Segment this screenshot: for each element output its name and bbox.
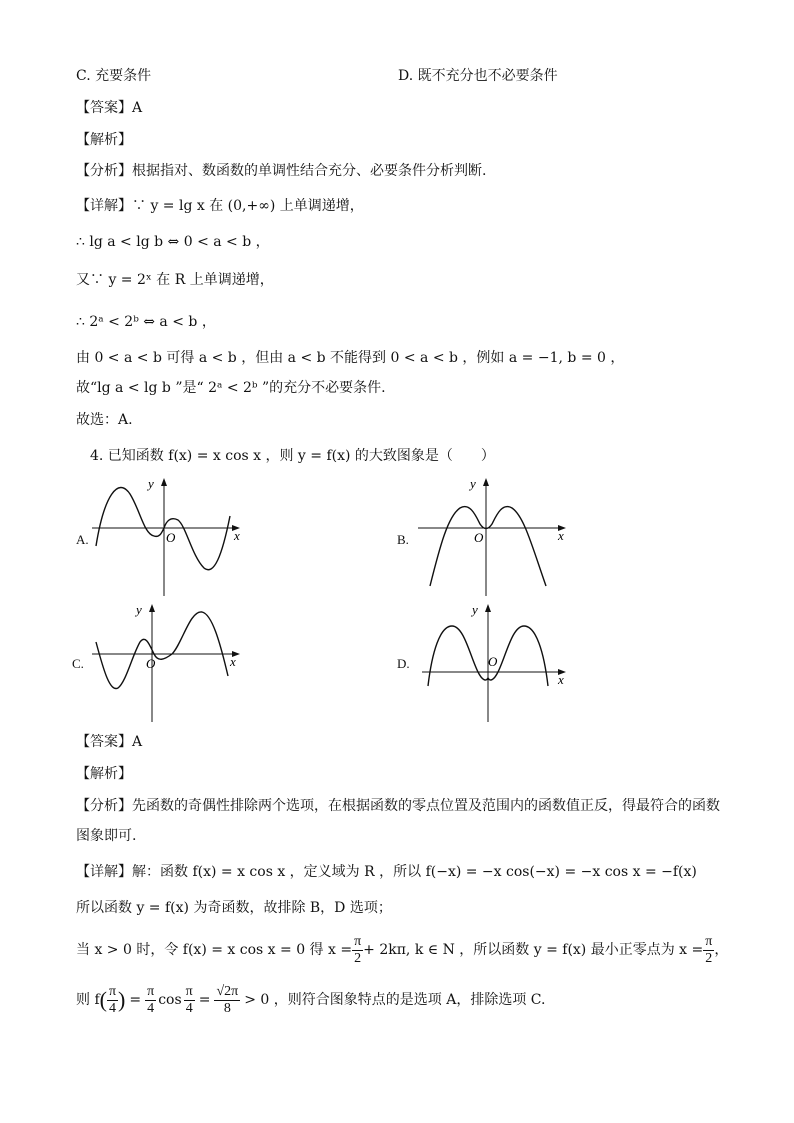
paren-close: ) <box>118 987 126 1012</box>
frac-den: 4 <box>185 1000 193 1016</box>
q4-detail-line1: 【详解】解：函数 f(x) = x cos x ，定义域为 R ，所以 f(−x) = −x cos(−x) = −x cos x = −f(x) <box>76 864 697 880</box>
q3-detail-line2: ∴ lg a < lg b ⇔ 0 < a < b ， <box>76 234 270 250</box>
q3-detail-line5: 由 0 < a < b 可得 a < b ，但由 a < b 不能得到 0 < a < b ，例如 a = −1, b = 0 ， <box>76 350 625 366</box>
q3-detail-line4: ∴ 2ᵃ < 2ᵇ ⇔ a < b ， <box>76 314 216 330</box>
q3-detail-line1 <box>76 196 364 216</box>
graph-option-d <box>414 602 574 724</box>
q4-detail-line4-c: cos <box>158 992 182 1008</box>
frac-num: π <box>185 983 193 999</box>
q3-detail-line3: 又∵ y = 2ˣ 在 R 上单调递增， <box>76 272 274 288</box>
q3-choice: 故选：A. <box>76 412 133 428</box>
q4-detail-line4-d: = <box>198 992 211 1008</box>
frac-den: 2 <box>705 950 713 966</box>
q4-detail-line4 <box>76 978 545 1022</box>
q4-stem: 4. 已知函数 f(x) = x cos x ，则 y = f(x) 的大致图象是（ ） <box>90 448 495 464</box>
option-d-label: D. <box>397 656 410 671</box>
fraction-pi-over-4 <box>184 984 195 1017</box>
q3-analysis: 【分析】根据指对、数函数的单调性结合充分、必要条件分析判断. <box>76 163 487 179</box>
axis-y-label: y <box>136 602 142 617</box>
frac-num: √2π <box>216 983 239 999</box>
fraction-pi-over-2 <box>352 934 363 967</box>
fraction-pi-over-2 <box>703 934 714 967</box>
axis-x-label: x <box>558 528 564 543</box>
q4-detail-line2: 所以函数 y = f(x) 为奇函数，故排除 B，D 选项； <box>76 900 392 916</box>
option-b-label: B. <box>397 532 409 547</box>
q4-answer: 【答案】A <box>76 734 143 750</box>
frac-num: π <box>354 933 362 949</box>
fraction-pi-over-4 <box>107 984 118 1017</box>
q3-answer: 【答案】A <box>76 100 143 116</box>
frac-num: π <box>705 933 713 949</box>
q3-analysis-header: 【解析】 <box>76 132 132 148</box>
option-c-label: C. <box>72 656 84 671</box>
origin-label: O <box>146 656 156 671</box>
option-c: C. 充要条件 <box>76 68 152 84</box>
q4-analysis-line2: 图象即可. <box>76 828 137 844</box>
frac-num: π <box>108 983 117 999</box>
frac-den: 8 <box>223 1000 231 1016</box>
option-a-label: A. <box>76 532 89 547</box>
origin-label: O <box>488 654 498 669</box>
origin-label: O <box>474 530 484 545</box>
graph-option-c <box>88 602 248 724</box>
frac-den: 2 <box>354 950 362 966</box>
q4-detail-line3-b: + 2kπ, k ∈ N ，所以函数 y = f(x) 最小正零点为 x = <box>363 942 704 958</box>
q4-detail-line4-e: > 0 ，则符合图象特点的是选项 A，排除选项 C. <box>244 992 546 1008</box>
q4-detail-line4-b: = <box>129 992 142 1008</box>
paren-open: ( <box>99 987 107 1012</box>
q4-detail-line3-c: ， <box>714 942 729 958</box>
q4-detail-line3-a: 当 x > 0 时，令 f(x) = x cos x = 0 得 x = <box>76 942 353 958</box>
axis-x-label: x <box>230 654 236 669</box>
fraction-sqrt2pi-over-8 <box>214 984 240 1017</box>
axis-x-label: x <box>558 672 564 687</box>
axis-y-label: y <box>472 602 478 617</box>
q4-analysis-header: 【解析】 <box>76 766 132 782</box>
frac-den: 4 <box>109 1000 116 1016</box>
axis-x-label: x <box>234 528 240 543</box>
option-d: D. 既不充分也不必要条件 <box>398 68 558 84</box>
frac-den: 4 <box>147 1000 155 1016</box>
origin-label: O <box>166 530 176 545</box>
q3-detail-line6: 故“lg a < lg b ”是“ 2ᵃ < 2ᵇ ”的充分不必要条件. <box>76 380 386 396</box>
q4-analysis-line1: 【分析】先函数的奇偶性排除两个选项，在根据函数的零点位置及范围内的函数值正反，得最符合的函数 <box>76 798 720 814</box>
q4-detail-line4-a: 则 f <box>76 992 100 1008</box>
q4-detail-line3 <box>76 930 728 970</box>
axis-y-label: y <box>470 476 476 491</box>
graph-option-a <box>88 476 248 598</box>
frac-num: π <box>147 983 155 999</box>
axis-y-label: y <box>148 476 154 491</box>
fraction-pi-over-4 <box>145 984 156 1017</box>
detail-label: 【详解】 <box>76 198 132 214</box>
graph-option-b <box>414 476 574 598</box>
q3-line1-text: ∵ y = lg x 在 (0,+∞) 上单调递增， <box>132 198 364 214</box>
